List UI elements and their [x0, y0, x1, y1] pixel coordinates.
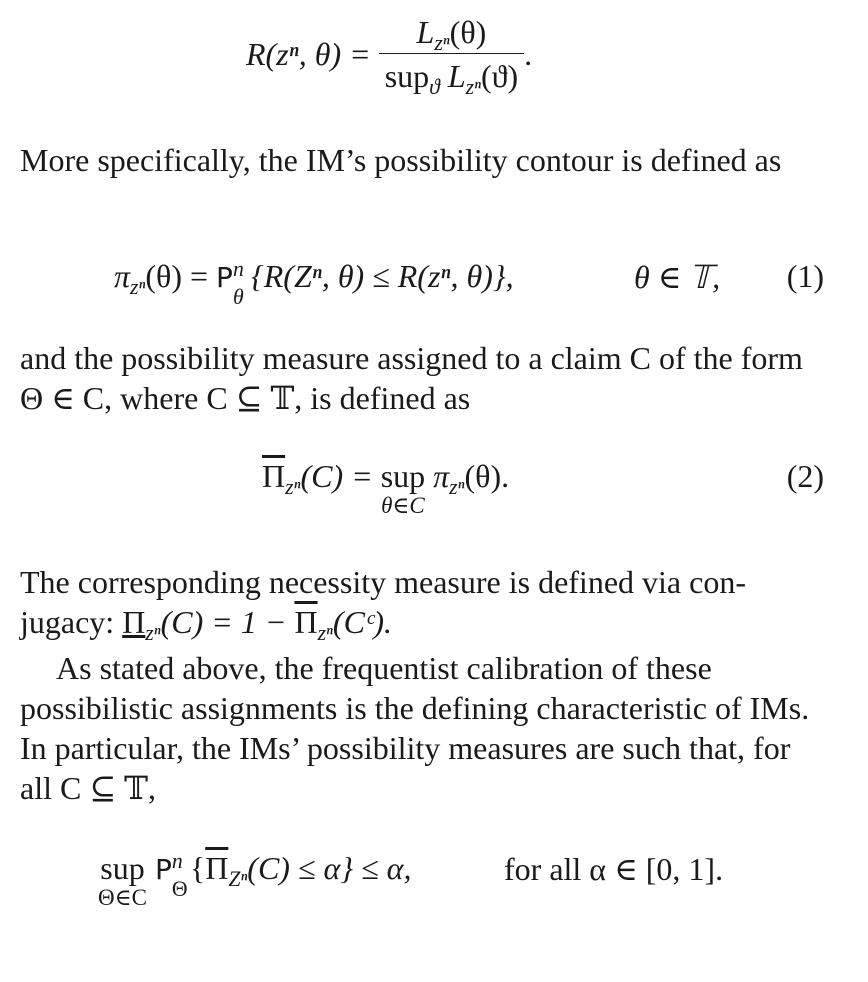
paragraph-contour-intro: More specifically, the IM’s possibility contour is defined as	[20, 142, 782, 178]
likelihood-ratio-equation	[246, 14, 646, 104]
equation-1: $\pi_{z^n}(\theta) = P$ n θ {R(Zⁿ, θ) ≤ R(zⁿ, θ)}, θ ∈ 𝕋, (1)	[114, 257, 824, 309]
calibration-inequality: sup Θ∈C P n Θ $\{\overline{\Pi}_{Z^n}(C) \le \alpha\} \le \alpha$, for all α ∈ [0, 1].	[98, 849, 724, 910]
equation-2: $\overline{\Pi}_{z^n}(C)$ = sup θ∈C $\pi_{z^n}(\theta)$. (2)	[262, 458, 824, 518]
equation-number-2: (2)	[786, 458, 824, 494]
paragraph-calibration: As stated above, the frequentist calibration of these possibilistic assignments is the defining characteristic of IMs. In particular, the IMs’ possibility measures are such that, for all C ⊆ 𝕋,	[20, 650, 810, 806]
eq-r-numerator: $L_{z^n}(\theta)$	[416, 14, 487, 55]
eq-r-lhs: R(zⁿ, θ) =	[246, 36, 371, 72]
calibration-domain: for all α ∈ [0, 1].	[504, 851, 724, 887]
eq-r-period: .	[524, 36, 533, 72]
eq-r-denominator: sup$_ϑ$ $L_{z^n}(ϑ)$	[379, 53, 524, 95]
equation-number-1: (1)	[786, 258, 824, 294]
eq1-domain: θ ∈ 𝕋,	[634, 259, 721, 295]
eq-r-fraction	[379, 14, 524, 99]
paragraph-possibility-measure: and the possibility measure assigned to a claim C of the form Θ ∈ C, where C ⊆ 𝕋, is defined as	[20, 340, 803, 416]
paragraph-necessity-measure: The corresponding necessity measure is defined via con- jugacy: $\Pi_{z^n}(C) = 1$ − $\overline{\Pi}_{z^n}(Cᶜ)$.	[20, 564, 746, 645]
